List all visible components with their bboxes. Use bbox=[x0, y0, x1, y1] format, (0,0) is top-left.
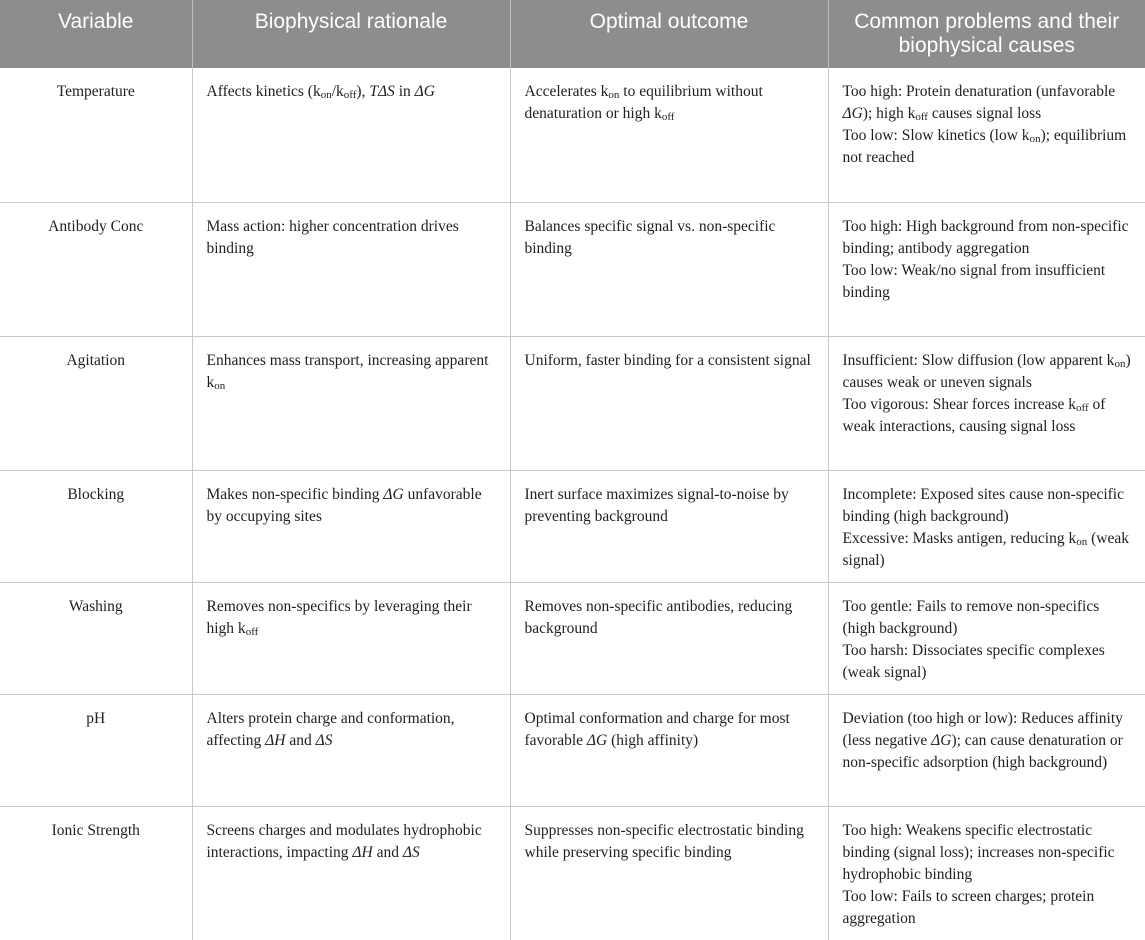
problems-cell bbox=[828, 470, 1145, 582]
rationale-cell: Alters protein charge and conformation, affecting ΔH and ΔS bbox=[192, 694, 510, 806]
outcome-cell: Removes non-specific antibodies, reducing background bbox=[510, 582, 828, 694]
header-biophysical-rationale: Biophysical rationale bbox=[192, 0, 510, 68]
variable-cell: Washing bbox=[0, 582, 192, 694]
outcome-cell: Inert surface maximizes signal-to-noise by preventing background bbox=[510, 470, 828, 582]
problems-cell bbox=[828, 582, 1145, 694]
problems-cell bbox=[828, 68, 1145, 202]
problem-line: Too low: Weak/no signal from insufficient binding bbox=[842, 261, 1106, 301]
rationale-cell: Screens charges and modulates hydrophobic interactions, impacting ΔH and ΔS bbox=[192, 806, 510, 940]
outcome-cell: Uniform, faster binding for a consistent signal bbox=[510, 336, 828, 470]
problem-line: Too high: Protein denaturation (unfavorable ΔG); high $k_{off}$ causes signal loss bbox=[842, 83, 1116, 123]
variable-cell: Blocking bbox=[0, 470, 192, 582]
problems-cell bbox=[828, 202, 1145, 336]
problem-line: Too low: Fails to screen charges; protein aggregation bbox=[842, 887, 1095, 927]
table-body bbox=[0, 68, 1145, 940]
problem-line: Excessive: Masks antigen, reducing $k_{on}$ (weak signal) bbox=[842, 529, 1129, 569]
rationale-cell: Makes non-specific binding ΔG unfavorable by occupying sites bbox=[192, 470, 510, 582]
table-row bbox=[0, 582, 1145, 694]
outcome-cell: Optimal conformation and charge for most favorable ΔG (high affinity) bbox=[510, 694, 828, 806]
header-variable: Variable bbox=[0, 0, 192, 68]
table-row bbox=[0, 694, 1145, 806]
problem-line: Too low: Slow kinetics (low $k_{on}$); equilibrium not reached bbox=[842, 127, 1127, 166]
problem-line: Too vigorous: Shear forces increase $k_{off}$ of weak interactions, causing signal loss bbox=[842, 395, 1106, 435]
outcome-cell: Suppresses non-specific electrostatic binding while preserving specific binding bbox=[510, 806, 828, 940]
variable-cell: Agitation bbox=[0, 336, 192, 470]
table-row bbox=[0, 806, 1145, 940]
problem-line: Too high: High background from non-specific binding; antibody aggregation bbox=[842, 217, 1129, 257]
problems-cell bbox=[828, 336, 1145, 470]
rationale-cell: Removes non-specifics by leveraging their high $k_{off}$ bbox=[192, 582, 510, 694]
table-row bbox=[0, 470, 1145, 582]
variable-cell: pH bbox=[0, 694, 192, 806]
rationale-cell: Affects kinetics $(k_{on}/k_{off})$, TΔS in ΔG bbox=[192, 68, 510, 202]
variable-cell: Ionic Strength bbox=[0, 806, 192, 940]
table-row bbox=[0, 202, 1145, 336]
problem-line: Insufficient: Slow diffusion (low apparent $k_{on}$) causes weak or uneven signals bbox=[842, 351, 1131, 391]
variable-cell: Antibody Conc bbox=[0, 202, 192, 336]
header-row bbox=[0, 0, 1145, 68]
rationale-cell: Mass action: higher concentration drives binding bbox=[192, 202, 510, 336]
problems-cell bbox=[828, 694, 1145, 806]
outcome-cell: Accelerates $k_{on}$ to equilibrium without denaturation or high $k_{off}$ bbox=[510, 68, 828, 202]
variable-cell: Temperature bbox=[56, 83, 135, 100]
problem-line: Deviation (too high or low): Reduces affinity (less negative ΔG); can cause denaturation or non-specific adsorption (high background) bbox=[842, 709, 1123, 771]
header-optimal-outcome: Optimal outcome bbox=[510, 0, 828, 68]
header-common-problems: Common problems and their biophysical causes bbox=[828, 0, 1145, 68]
table-row bbox=[0, 68, 1145, 202]
table-header bbox=[0, 0, 1145, 68]
problems-cell bbox=[828, 806, 1145, 940]
problem-line: Too harsh: Dissociates specific complexes (weak signal) bbox=[842, 641, 1105, 681]
table-row bbox=[0, 336, 1145, 470]
problem-line: Too high: Weakens specific electrostatic binding (signal loss); increases non-specific hydrophobic binding bbox=[842, 821, 1115, 883]
rationale-cell: Enhances mass transport, increasing apparent $k_{on}$ bbox=[192, 336, 510, 470]
problem-line: Too gentle: Fails to remove non-specifics (high background) bbox=[842, 597, 1100, 637]
problem-line: Incomplete: Exposed sites cause non-specific binding (high background) bbox=[842, 485, 1124, 525]
outcome-cell: Balances specific signal vs. non-specific binding bbox=[510, 202, 828, 336]
